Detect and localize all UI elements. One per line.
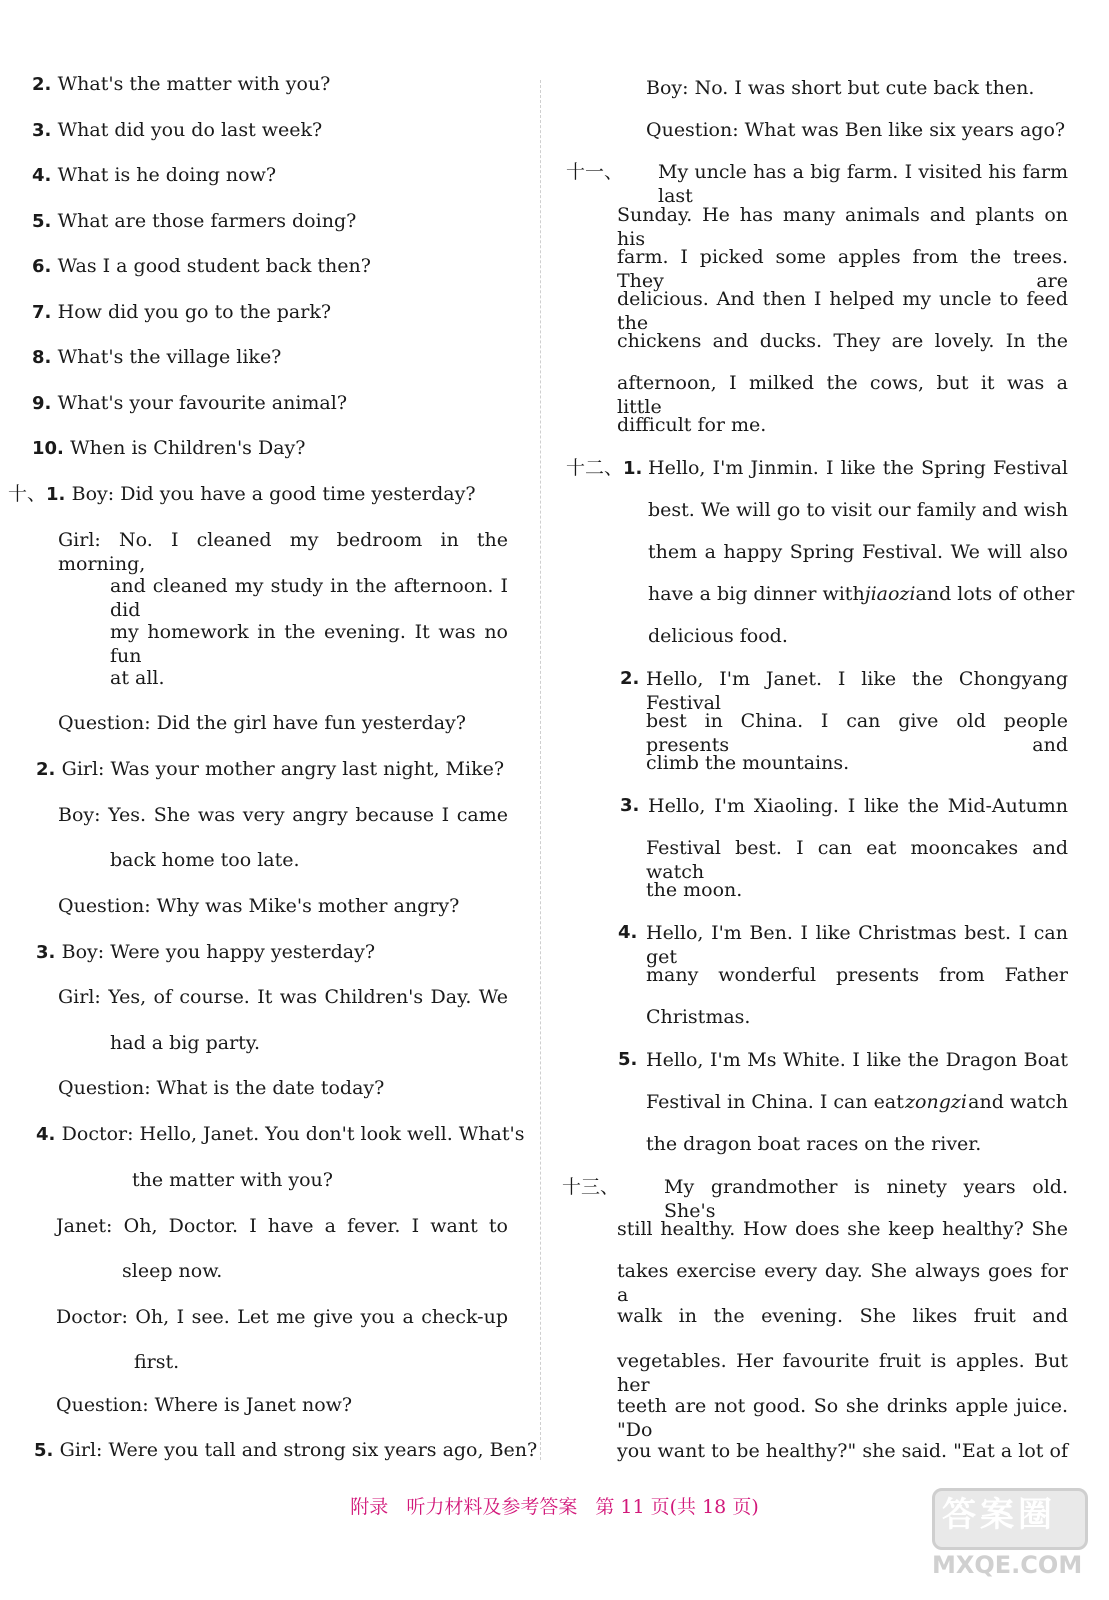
dialogue-line: Girl: No. I cleaned my bedroom in the morning, xyxy=(58,529,508,575)
list-item: 6. Was I a good student back then? xyxy=(32,255,371,277)
paragraph-line: farm. I picked some apples from the trees. They are xyxy=(617,246,1068,292)
paragraph-line: Christmas. xyxy=(646,1006,751,1028)
paragraph-line: Festival in China. I can eat zongzi and watch xyxy=(646,1091,1068,1113)
item-number: 6. xyxy=(32,256,58,277)
dialogue-2: 2. Girl: Was your mother angry last night, Mike? xyxy=(36,758,505,780)
paragraph-line: Hello, I'm Janet. I like the Chongyang Festival xyxy=(646,668,1068,714)
question-line: Question: What is the date today? xyxy=(58,1077,385,1099)
dialogue-line: at all. xyxy=(110,667,165,689)
dialogue-4: 4. Doctor: Hello, Janet. You don't look well. What's xyxy=(36,1123,525,1145)
item-number: 3. xyxy=(36,942,62,963)
paragraph-line: you want to be healthy?" she said. "Eat a lot of xyxy=(617,1440,1068,1462)
footer-appendix: 附录 xyxy=(350,1496,389,1518)
item-number: 2. xyxy=(36,759,62,780)
question-line: Question: Did the girl have fun yesterday? xyxy=(58,712,466,734)
section-label: 十一、 xyxy=(566,161,624,183)
list-item: 7. How did you go to the park? xyxy=(32,301,332,323)
item-number: 2. xyxy=(32,74,58,95)
paragraph-line: Hello, I'm Xiaoling. I like the Mid-Autumn xyxy=(648,795,1068,817)
section-label: 十、 xyxy=(8,483,47,505)
paragraph-line: My uncle has a big farm. I visited his farm last xyxy=(658,161,1068,207)
dialogue-line: sleep now. xyxy=(122,1260,223,1282)
item-number: 3. xyxy=(32,120,58,141)
section-label: 十二、 xyxy=(566,457,624,479)
item-number: 5. xyxy=(32,211,58,232)
dialogue-5: 5. Girl: Were you tall and strong six years ago, Ben? xyxy=(34,1439,538,1461)
item-number: 5. xyxy=(618,1049,638,1070)
paragraph-line: the dragon boat races on the river. xyxy=(646,1133,982,1155)
paragraph-line: walk in the evening. She likes fruit and xyxy=(617,1305,1068,1327)
column-divider xyxy=(540,80,541,1460)
section-12-item-1 xyxy=(566,456,642,481)
paragraph-line: delicious food. xyxy=(648,625,788,647)
item-number: 3. xyxy=(620,795,640,816)
list-item: 9. What's your favourite animal? xyxy=(32,392,348,414)
item-number: 10. xyxy=(32,438,71,459)
paragraph-line: Hello, I'm Jinmin. I like the Spring Festival xyxy=(648,457,1068,479)
paragraph-line: afternoon, I milked the cows, but it was a little xyxy=(617,372,1068,418)
paragraph-line: takes exercise every day. She always goes for a xyxy=(617,1260,1068,1306)
paragraph-line: Hello, I'm Ben. I like Christmas best. I can get xyxy=(646,922,1068,968)
paragraph-line: still healthy. How does she keep healthy? She xyxy=(617,1218,1068,1240)
watermark-logo xyxy=(932,1488,1082,1588)
paragraph-line: difficult for me. xyxy=(617,414,767,436)
item-number: 4. xyxy=(618,922,638,943)
item-number: 8. xyxy=(32,347,58,368)
chinese-term: jiaozi xyxy=(864,583,916,605)
footer-page-number: 第 11 页(共 18 页) xyxy=(595,1496,759,1518)
list-item: 8. What's the village like? xyxy=(32,346,282,368)
paragraph-line: Hello, I'm Ms White. I like the Dragon Boat xyxy=(646,1049,1068,1071)
list-item: 4. What is he doing now? xyxy=(32,164,277,186)
item-number: 1. xyxy=(46,484,72,505)
dialogue-line: and cleaned my study in the afternoon. I did xyxy=(110,575,508,621)
paragraph-line: many wonderful presents from Father xyxy=(646,964,1068,986)
list-item: 2. What's the matter with you? xyxy=(32,73,331,95)
item-number: 5. xyxy=(34,1440,60,1461)
paragraph-line: Festival best. I can eat mooncakes and watch xyxy=(646,837,1068,883)
dialogue-line: had a big party. xyxy=(110,1032,261,1054)
item-number: 7. xyxy=(32,302,58,323)
dialogue-line: first. xyxy=(134,1351,180,1373)
item-number: 1. xyxy=(623,458,643,479)
dialogue-line: Boy: Yes. She was very angry because I came xyxy=(58,804,508,826)
chinese-term: zongzi xyxy=(905,1091,967,1113)
paragraph-line: teeth are not good. So she drinks apple juice. "Do xyxy=(617,1395,1068,1441)
question-line: Question: What was Ben like six years ago? xyxy=(646,119,1066,141)
dialogue-line: Girl: Yes, of course. It was Children's Day. We xyxy=(58,986,508,1008)
dialogue-line: the matter with you? xyxy=(132,1169,333,1191)
paragraph-line: have a big dinner with jiaozi and lots of other xyxy=(648,583,1075,605)
dialogue-line: my homework in the evening. It was no fun xyxy=(110,621,508,667)
paragraph-line: the moon. xyxy=(646,879,743,901)
watermark-text: 答案圈 xyxy=(942,1495,1056,1535)
paragraph-line: best in China. I can give old people presents and xyxy=(646,710,1068,756)
list-item: 3. What did you do last week? xyxy=(32,119,323,141)
paragraph-line: My grandmother is ninety years old. She's xyxy=(664,1176,1068,1222)
section-10-dialogue-1: 十、1. Boy: Did you have a good time yesterday? xyxy=(8,483,476,505)
item-number: 4. xyxy=(36,1124,62,1145)
paragraph-line: vegetables. Her favourite fruit is apples. But her xyxy=(617,1350,1068,1396)
dialogue-line: back home too late. xyxy=(110,849,300,871)
watermark-url: MXQE.COM xyxy=(932,1551,1083,1579)
dialogue-line: Boy: No. I was short but cute back then. xyxy=(646,77,1035,99)
dialogue-line: Doctor: Oh, I see. Let me give you a check-up xyxy=(56,1306,508,1328)
dialogue-3: 3. Boy: Were you happy yesterday? xyxy=(36,941,376,963)
list-item: 5. What are those farmers doing? xyxy=(32,210,357,232)
section-label: 十三、 xyxy=(562,1176,620,1198)
paragraph-line: climb the mountains. xyxy=(646,752,850,774)
question-line: Question: Why was Mike's mother angry? xyxy=(58,895,460,917)
paragraph-line: Sunday. He has many animals and plants on his xyxy=(617,204,1068,250)
item-number: 9. xyxy=(32,393,58,414)
item-number: 2. xyxy=(620,668,640,689)
paragraph-line: chickens and ducks. They are lovely. In the xyxy=(617,330,1068,352)
item-number: 4. xyxy=(32,165,58,186)
paragraph-line: them a happy Spring Festival. We will also xyxy=(648,541,1068,563)
footer-title: 听力材料及参考答案 xyxy=(406,1496,578,1518)
paragraph-line: delicious. And then I helped my uncle to feed the xyxy=(617,288,1068,334)
question-line: Question: Where is Janet now? xyxy=(56,1394,353,1416)
list-item: 10. When is Children's Day? xyxy=(32,437,306,459)
dialogue-line: Janet: Oh, Doctor. I have a fever. I want to xyxy=(56,1215,508,1237)
paragraph-line: best. We will go to visit our family and wish xyxy=(648,499,1068,521)
